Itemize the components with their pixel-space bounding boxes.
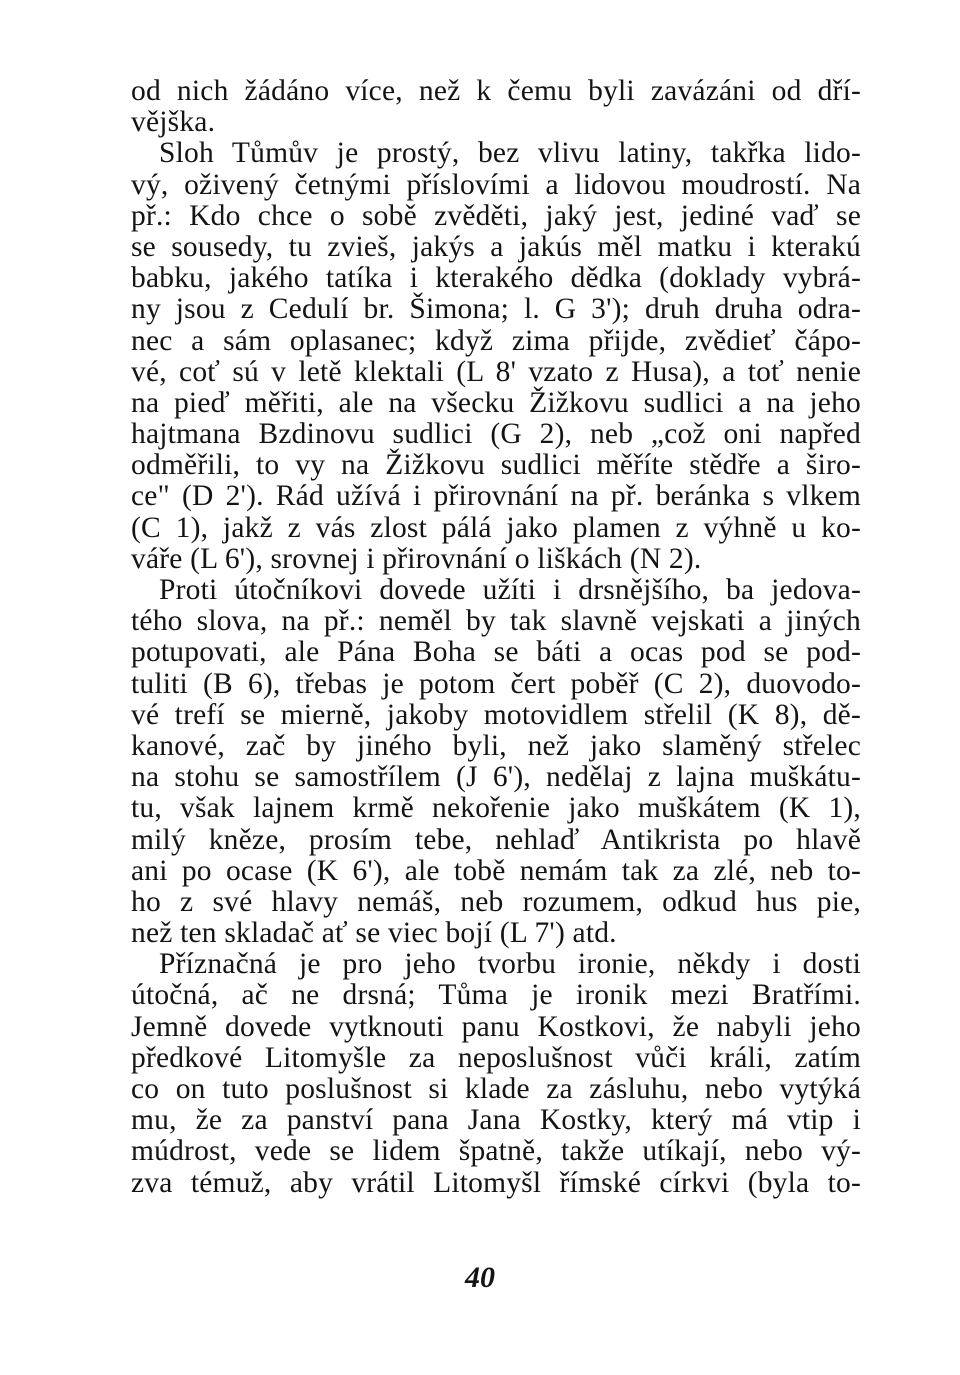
text-line: milý kněze, prosím tebe, nehlaď Antikrista po hlavě: [131, 823, 861, 856]
text-line: co on tuto poslušnost si klade za zásluhu, nebo vytýká: [131, 1073, 861, 1105]
text-line: potupovati, ale Pána Boha se báti a ocas pod se pod-: [131, 636, 861, 669]
text-line: (C 1), jakž z vás zlost pálá jako plamen z výhně u ko-: [131, 511, 861, 544]
text-line: ce" (D 2'). Rád užívá i přirovnání na př. beránka s vlkem: [131, 480, 861, 513]
text-line: babku, jakého tatíka i kterakého dědka (doklady vybrá-: [131, 262, 861, 295]
text-line: tu, však lajnem krmě nekořenie jako muškátem (K 1),: [131, 792, 861, 825]
text-line: Jemně dovede vytknouti panu Kostkovi, že nabyli jeho: [131, 1010, 861, 1043]
text-line: na pieď měřiti, ale na všecku Žižkovu sudlici a na jeho: [131, 386, 861, 419]
text-line: než ten skladač ať se viec bojí (L 7') atd.: [131, 917, 617, 950]
text-line: vé, coť sú v letě klektali (L 8' vzato z Husa), a toť nenie: [131, 355, 861, 388]
text-line: útočná, ač ne drsná; Tůma je ironik mezi Bratřími.: [131, 979, 861, 1012]
text-line: se sousedy, tu zvieš, jakýs a jakús měl matku i kterakú: [131, 230, 861, 263]
text-line: odměřili, to vy na Žižkovu sudlici měříte stědře a širo-: [131, 449, 861, 482]
body-text: [131, 76, 861, 1199]
paragraph-start-line: Sloh Tůmův je prostý, bez vlivu latiny, takřka lido-: [159, 137, 861, 170]
text-line: př.: Kdo chce o sobě zvěděti, jaký jest, jediné vaď se: [131, 199, 861, 232]
text-line: vé trefí se mierně, jakoby motovidlem střelil (K 8), dě-: [131, 698, 861, 731]
text-line: zva témuž, aby vrátil Litomyšl římské církvi (byla to-: [131, 1166, 861, 1199]
text-line: od nich žádáno více, než k čemu byli zavázáni od dří-: [131, 75, 861, 107]
text-line: tého slova, na př.: neměl by tak slavně vejskati a jiných: [131, 605, 861, 638]
page-number: 40: [465, 1261, 495, 1294]
text-line: ani po ocase (K 6'), ale tobě nemám tak za zlé, neb to-: [131, 854, 861, 887]
text-line: ny jsou z Cedulí br. Šimona; l. G 3'); druh druha odra-: [131, 293, 861, 326]
text-line: ho z své hlavy nemáš, neb rozumem, odkud hus pie,: [131, 885, 861, 918]
text-line: hajtmana Bzdinovu sudlici (G 2), neb „což oni napřed: [131, 418, 861, 451]
text-line: múdrost, vede se lidem špatně, takže utíkají, nebo vý-: [131, 1135, 861, 1168]
text-line: předkové Litomyšle za neposlušnost vůči králi, zatím: [131, 1041, 861, 1074]
text-line: tuliti (B 6), třebas je potom čert poběř (C 2), duovodo-: [131, 667, 861, 700]
text-line: mu, že za panství pana Jana Kostky, který má vtip i: [131, 1104, 861, 1137]
text-line: nec a sám oplasanec; když zima přijde, zvědieť čápo-: [131, 324, 861, 357]
paragraph-start-line: Proti útočníkovi dovede užíti i drsnějšího, ba jedova-: [159, 574, 861, 606]
text-line: kanové, zač by jiného byli, než jako slaměný střelec: [131, 729, 861, 762]
text-line: váře (L 6'), srovnej i přirovnání o liškách (N 2).: [131, 542, 702, 575]
text-line: vějška.: [131, 106, 216, 139]
text-line: na stohu se samostřílem (J 6'), nedělaj z lajna muškátu-: [131, 761, 861, 794]
text-line: vý, oživený četnými příslovími a lidovou moudrostí. Na: [131, 168, 861, 201]
paragraph-start-line: Příznačná je pro jeho tvorbu ironie, někdy i dosti: [159, 948, 861, 981]
